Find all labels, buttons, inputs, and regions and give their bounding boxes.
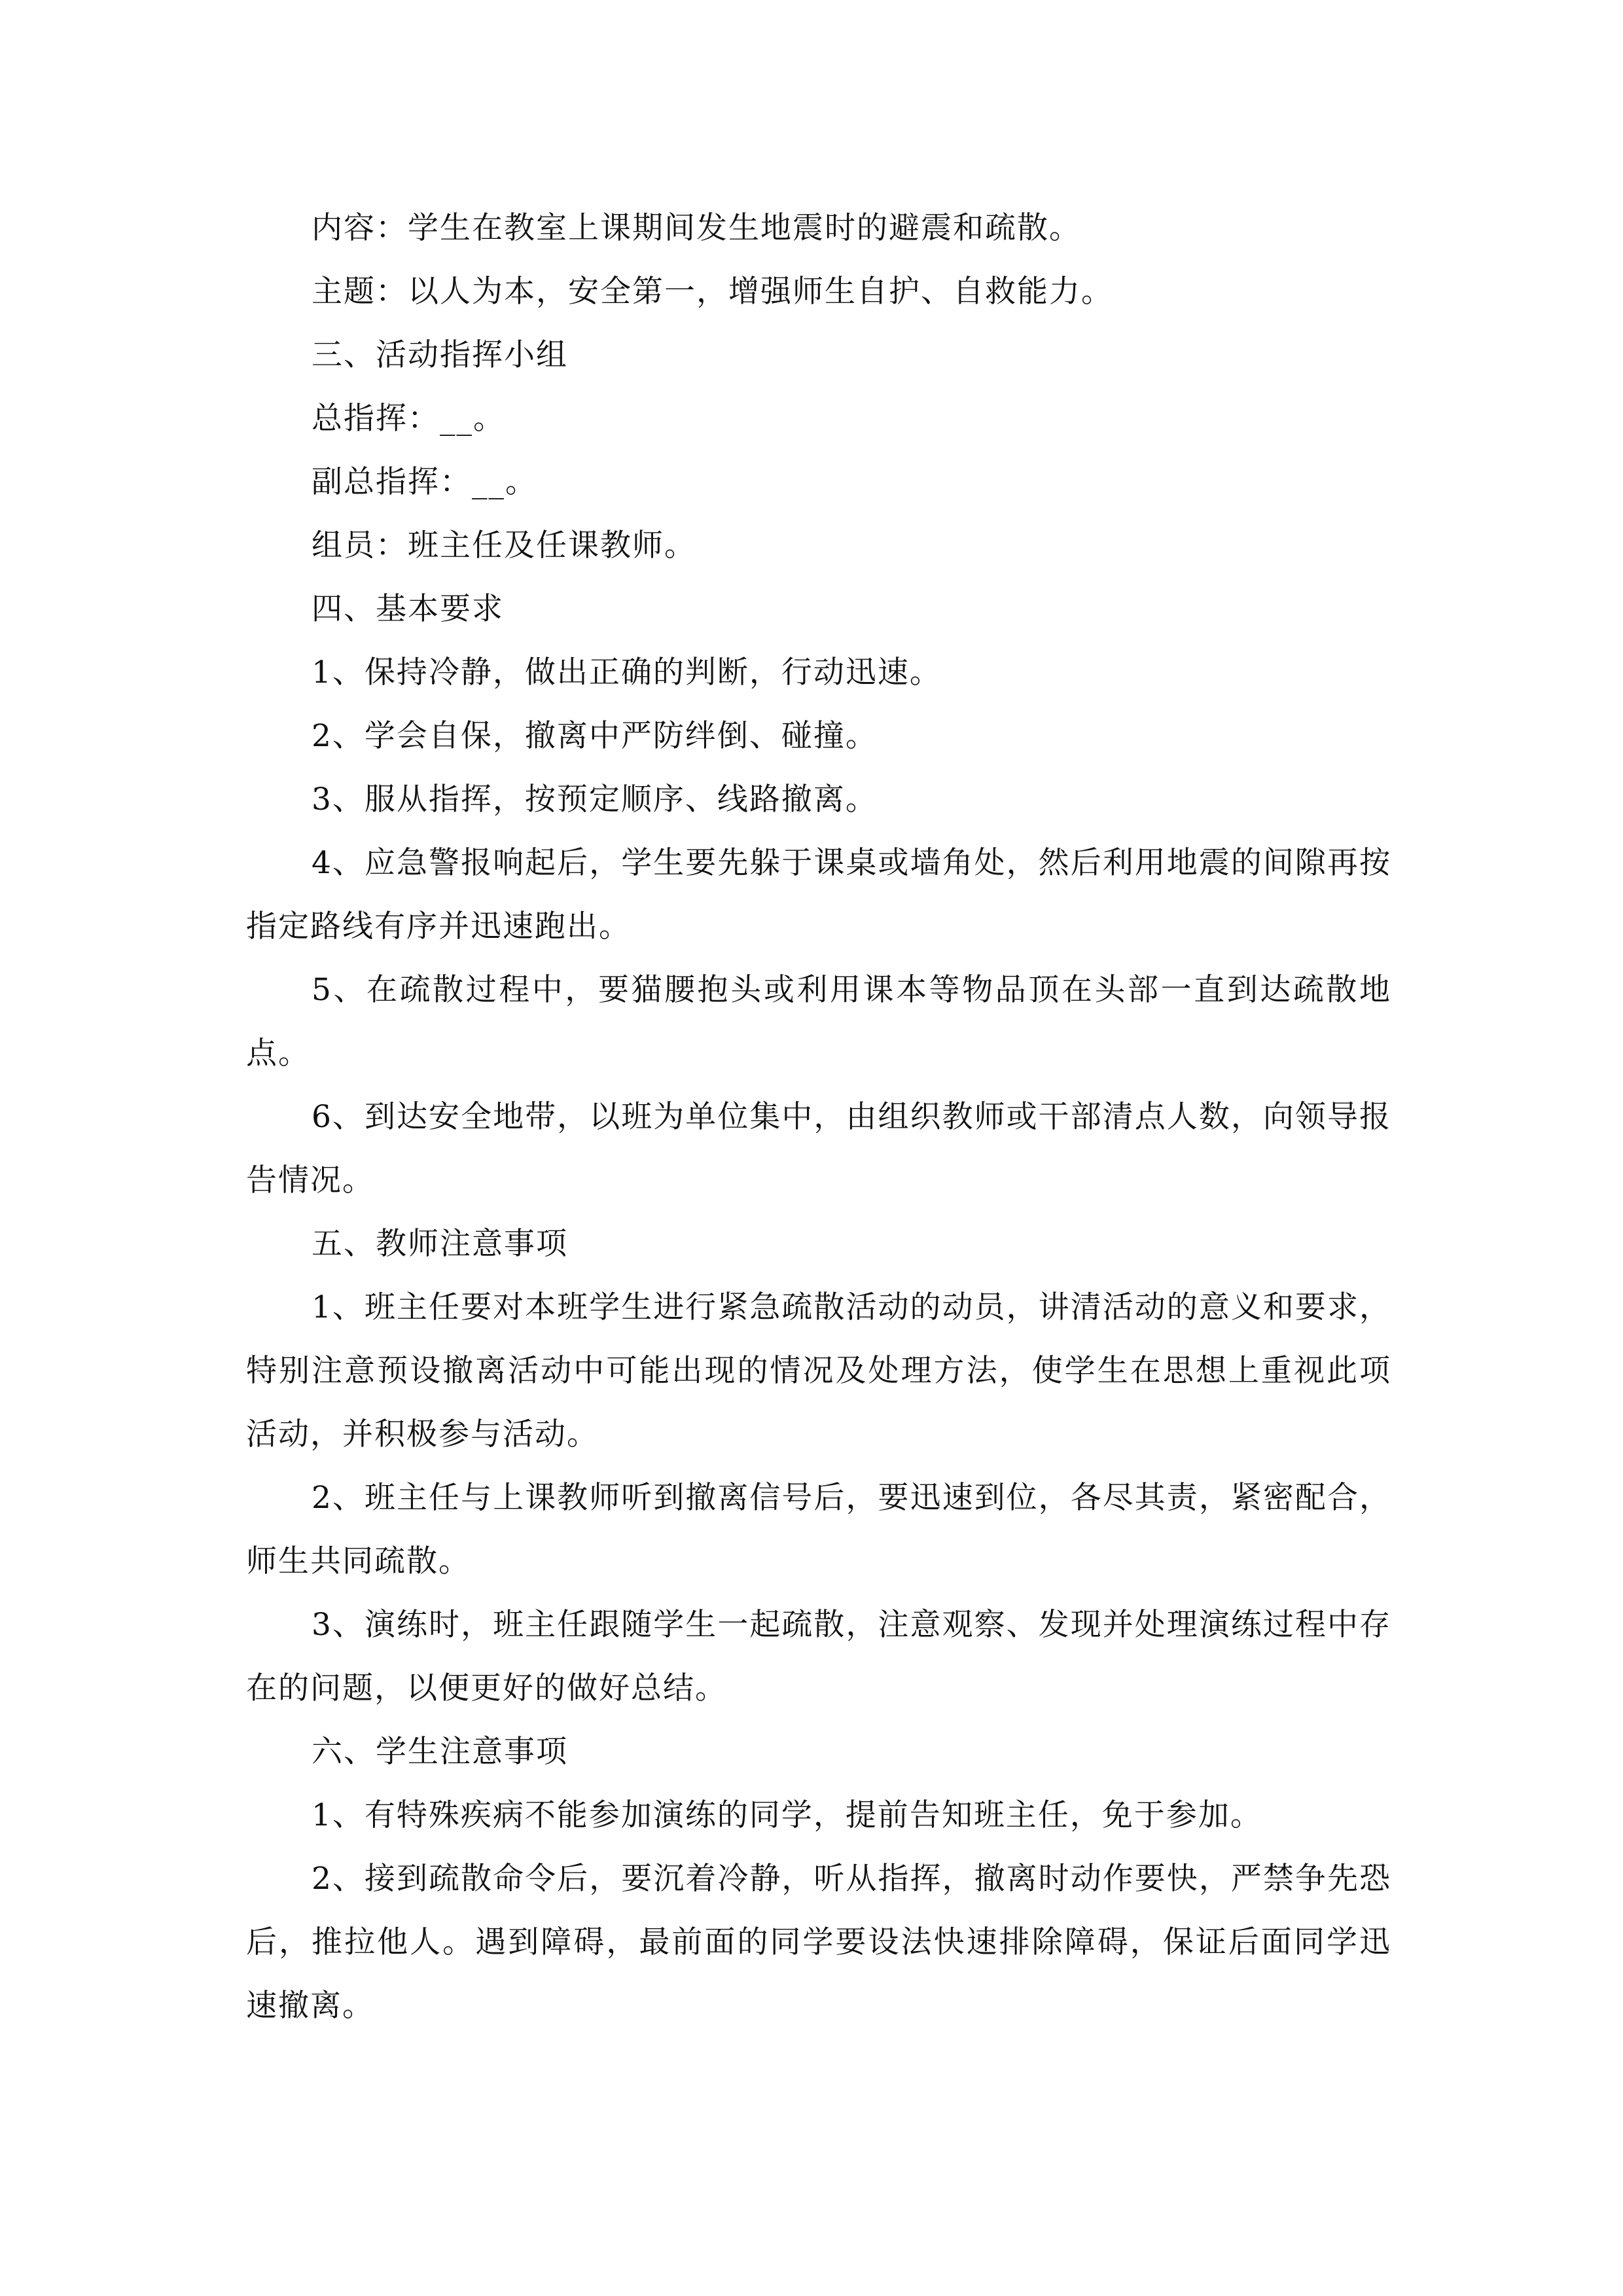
list-item: 2、学会自保，撤离中严防绊倒、碰撞。 bbox=[312, 718, 878, 754]
list-item: 1、有特殊疾病不能参加演练的同学，提前告知班主任，免于参加。 bbox=[312, 1797, 1262, 1833]
paragraph-chief-commander: 总指挥：__。 bbox=[312, 401, 505, 437]
list-item: 2、班主任与上课教师听到撤离信号后，要迅速到位，各尽其责，紧密配合，师生共同疏散。 bbox=[246, 1480, 1391, 1579]
paragraph-members: 组员：班主任及任课教师。 bbox=[312, 528, 696, 564]
list-item: 1、保持冷静，做出正确的判断，行动迅速。 bbox=[312, 655, 942, 691]
section-heading-command-group: 三、活动指挥小组 bbox=[312, 337, 568, 373]
section-heading-basic-requirements: 四、基本要求 bbox=[312, 591, 504, 627]
list-item: 1、班主任要对本班学生进行紧急疏散活动的动员，讲清活动的意义和要求，特别注意预设撤离活动中可能出现的情况及处理方法，使学生在思想上重视此项活动，并积极参与活动。 bbox=[246, 1289, 1391, 1452]
document-body bbox=[246, 196, 1391, 2037]
section-heading-teacher-notes: 五、教师注意事项 bbox=[312, 1226, 568, 1262]
section-heading-student-notes: 六、学生注意事项 bbox=[312, 1734, 568, 1770]
paragraph-content: 内容：学生在教室上课期间发生地震时的避震和疏散。 bbox=[312, 210, 1081, 246]
paragraph-deputy-commander: 副总指挥：__。 bbox=[312, 464, 537, 500]
list-item: 3、服从指挥，按预定顺序、线路撤离。 bbox=[312, 781, 878, 817]
list-item: 6、到达安全地带，以班为单位集中，由组织教师或干部清点人数，向领导报告情况。 bbox=[246, 1099, 1391, 1198]
list-item: 2、接到疏散命令后，要沉着冷静，听从指挥，撤离时动作要快，严禁争先恐后，推拉他人。遇到障碍，最前面的同学要设法快速排除障碍，保证后面同学迅速撤离。 bbox=[246, 1861, 1391, 2024]
paragraph-theme: 主题：以人为本，安全第一，增强师生自护、自救能力。 bbox=[312, 274, 1113, 310]
list-item: 3、演练时，班主任跟随学生一起疏散，注意观察、发现并处理演练过程中存在的问题，以便更好的做好总结。 bbox=[246, 1607, 1391, 1706]
list-item: 4、应急警报响起后，学生要先躲于课桌或墙角处，然后利用地震的间隙再按指定路线有序并迅速跑出。 bbox=[246, 845, 1391, 944]
list-item: 5、在疏散过程中，要猫腰抱头或利用课本等物品顶在头部一直到达疏散地点。 bbox=[246, 972, 1391, 1071]
